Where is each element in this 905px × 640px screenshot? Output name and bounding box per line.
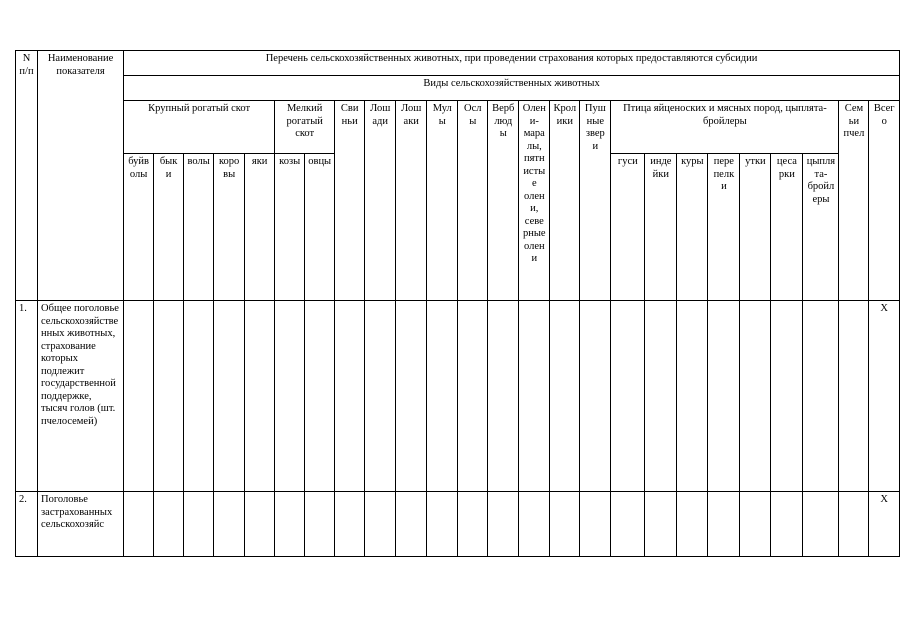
- table-cell: [803, 492, 839, 557]
- table-cell: [519, 492, 550, 557]
- header-species-title: Виды сельскохозяйственных животных: [124, 76, 900, 101]
- header-group-horses: Лошади: [365, 101, 396, 301]
- row-total: X: [869, 492, 900, 557]
- table-cell: [771, 301, 803, 492]
- header-group-camels: Верблюды: [488, 101, 519, 301]
- table-cell: [645, 492, 677, 557]
- row-total: X: [869, 301, 900, 492]
- table-cell: [275, 492, 305, 557]
- header-group-total: Всего: [869, 101, 900, 301]
- header-group-small-cattle: Мелкий рогатый скот: [275, 101, 335, 154]
- table-cell: [677, 301, 708, 492]
- table-cell: [365, 301, 396, 492]
- table-row: [16, 492, 900, 557]
- table-cell: [519, 301, 550, 492]
- table-cell: [154, 301, 184, 492]
- table-cell: [611, 301, 645, 492]
- header-group-poultry: Птица яйценоских и мясных пород, цыплята-бройлеры: [611, 101, 839, 154]
- subsidy-table: [15, 50, 900, 557]
- row-number: 1.: [16, 301, 38, 492]
- row-number: 2.: [16, 492, 38, 557]
- table-cell: [488, 492, 519, 557]
- table-cell: [124, 301, 154, 492]
- table-cell: [458, 301, 488, 492]
- table-cell: [740, 301, 771, 492]
- header-sub-guineafowl: цесарки: [771, 154, 803, 301]
- table-cell: [214, 492, 245, 557]
- table-cell: [708, 492, 740, 557]
- table-cell: [396, 492, 427, 557]
- table-cell: [611, 492, 645, 557]
- header-group-donkeys-horse: Лошаки: [396, 101, 427, 301]
- table-cell: [839, 301, 869, 492]
- header-group-donkeys: Ослы: [458, 101, 488, 301]
- table-cell: [458, 492, 488, 557]
- table-cell: [245, 301, 275, 492]
- table-cell: [305, 301, 335, 492]
- table-cell: [305, 492, 335, 557]
- table-cell: [124, 492, 154, 557]
- header-group-bees: Семьи пчел: [839, 101, 869, 301]
- table-cell: [550, 492, 580, 557]
- header-sub-quails: перепелки: [708, 154, 740, 301]
- table-cell: [365, 492, 396, 557]
- header-sub-goats: козы: [275, 154, 305, 301]
- table-cell: [154, 492, 184, 557]
- table-cell: [580, 301, 611, 492]
- table-cell: [335, 492, 365, 557]
- header-sub-broilers: цыплята-бройлеры: [803, 154, 839, 301]
- header-sub-sheep: овцы: [305, 154, 335, 301]
- table-cell: [580, 492, 611, 557]
- table-cell: [275, 301, 305, 492]
- header-sub-oxen: волы: [184, 154, 214, 301]
- table-cell: [708, 301, 740, 492]
- header-group-cattle: Крупный рогатый скот: [124, 101, 275, 154]
- table-cell: [839, 492, 869, 557]
- table-cell: [245, 492, 275, 557]
- table-cell: [803, 301, 839, 492]
- header-sub-geese: гуси: [611, 154, 645, 301]
- table-cell: [645, 301, 677, 492]
- header-sub-yaks: яки: [245, 154, 275, 301]
- table-cell: [184, 301, 214, 492]
- header-group-deer: Олени-маралы, пятнистые олени, северные олени: [519, 101, 550, 301]
- header-group-mules: Мулы: [427, 101, 458, 301]
- header-sub-buffalo: буйволы: [124, 154, 154, 301]
- table-row: [16, 301, 900, 492]
- table-cell: [550, 301, 580, 492]
- table-cell: [488, 301, 519, 492]
- header-group-pigs: Свиньи: [335, 101, 365, 301]
- row-name: Общее поголовье сельскохозяйственных животных, страхование которых подлежит государственной поддержке, тысяч голов (шт. пчелосемей): [38, 301, 124, 492]
- row-name: Поголовье застрахованных сельскохозяйс: [38, 492, 124, 557]
- table-cell: [677, 492, 708, 557]
- header-sub-bulls: быки: [154, 154, 184, 301]
- table-cell: [427, 492, 458, 557]
- header-list-title: Перечень сельскохозяйственных животных, при проведении страхования которых предоставляются субсидии: [124, 51, 900, 76]
- header-group-rabbits: Кролики: [550, 101, 580, 301]
- header-num: N п/п: [16, 51, 38, 301]
- table-cell: [214, 301, 245, 492]
- header-sub-cows: коровы: [214, 154, 245, 301]
- header-sub-ducks: утки: [740, 154, 771, 301]
- table-cell: [771, 492, 803, 557]
- table-cell: [184, 492, 214, 557]
- header-name: Наименование показателя: [38, 51, 124, 301]
- table-cell: [335, 301, 365, 492]
- header-sub-turkeys: индейки: [645, 154, 677, 301]
- header-group-fur: Пушные звери: [580, 101, 611, 301]
- table-cell: [396, 301, 427, 492]
- header-sub-chickens: куры: [677, 154, 708, 301]
- table-cell: [427, 301, 458, 492]
- table-cell: [740, 492, 771, 557]
